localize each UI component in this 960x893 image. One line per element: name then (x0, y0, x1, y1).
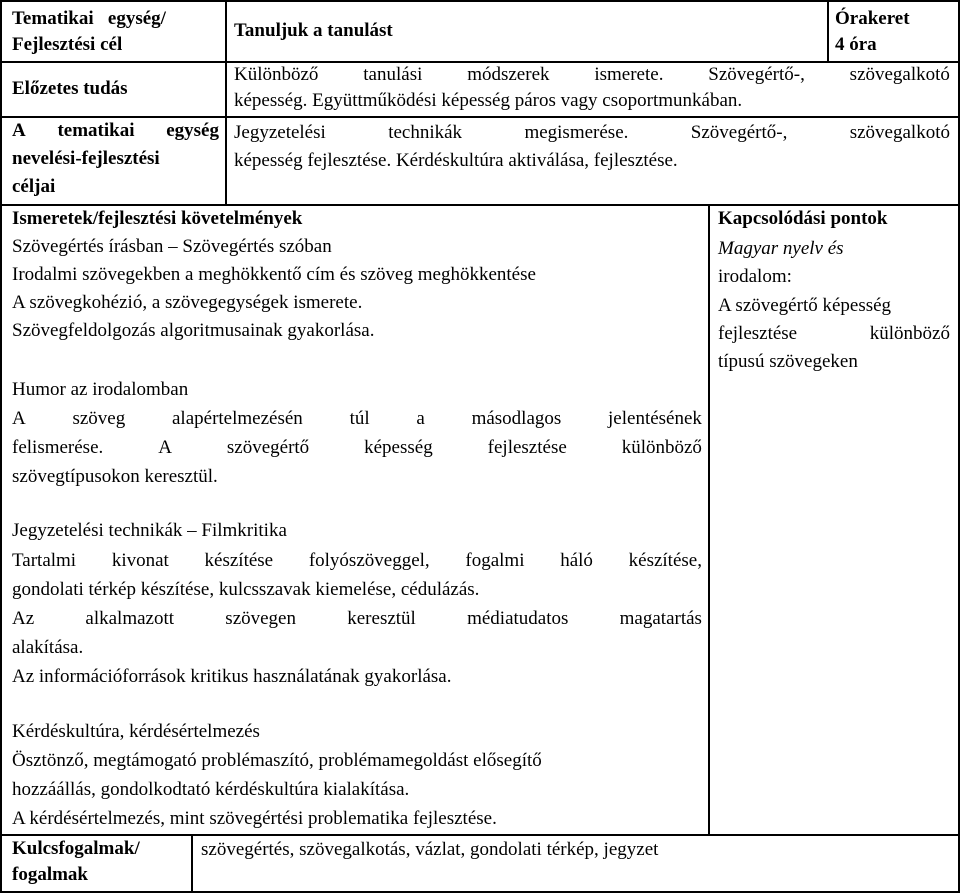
word: szövegértő (226, 437, 310, 458)
word: képesség (364, 437, 433, 458)
notes-line4: alakítása. (12, 637, 84, 658)
connections-heading: Kapcsolódási pontok (718, 208, 888, 229)
word: fejlesztése (718, 323, 798, 344)
word: alapértelmezésén (172, 408, 303, 429)
word: szöveg (72, 408, 126, 429)
notes-line5: Az információforrások kritikus használatának gyakorlása. (12, 666, 452, 687)
word: készítése, (628, 550, 702, 571)
word: szövegen (225, 608, 296, 629)
notes-line3 (12, 606, 702, 632)
questions-line2: hozzáállás, gondolkodtató kérdéskultúra kialakítása. (12, 779, 410, 800)
keywords-label-line2: fogalmak (12, 864, 88, 885)
word: fogalmi (465, 550, 525, 571)
prior-knowledge-line2: képesség. Együttműködési képesség páros vagy csoportmunkában. (234, 90, 743, 111)
hours-value: 4 óra (835, 34, 877, 55)
word: a (416, 408, 425, 429)
word: ismerete. (594, 64, 664, 85)
word: készítése (204, 550, 274, 571)
word: másodlagos (471, 408, 562, 429)
word: túl (349, 408, 370, 429)
word: különböző (869, 323, 950, 344)
prior-knowledge-line1 (234, 62, 950, 88)
unit-label (12, 6, 166, 58)
word: kivonat (111, 550, 169, 571)
col-divider (827, 0, 829, 62)
word: magatartás (619, 608, 702, 629)
word: Tartalmi (12, 550, 77, 571)
questions-line1: Ösztönző, megtámogató problémaszító, problémamegoldást elősegítő (12, 750, 542, 771)
word: Szövegértő-, (708, 64, 805, 85)
word: alkalmazott (85, 608, 175, 629)
questions-title: Kérdéskultúra, kérdésértelmezés (12, 721, 260, 742)
notes-line2: gondolati térkép készítése, kulcsszavak kiemelése, cédulázás. (12, 579, 480, 600)
humor-title: Humor az irodalomban (12, 379, 189, 400)
word: felismerése. (12, 437, 104, 458)
word: különböző (621, 437, 702, 458)
req-block1-line3: A szövegkohézió, a szövegegységek ismerete. (12, 292, 363, 313)
connections-line1: A szövegértő képesség (718, 295, 892, 316)
word: szövegalkotó (849, 64, 950, 85)
questions-line3: A kérdésértelmezés, mint szövegértési problematika fejlesztése. (12, 808, 497, 829)
word: A (158, 437, 172, 458)
word: Különböző (234, 64, 319, 85)
req-block1-line4: Szövegfeldolgozás algoritmusainak gyakorlása. (12, 320, 375, 341)
connections-subject-cont: irodalom: (718, 266, 792, 287)
word: háló (560, 550, 593, 571)
col-divider (708, 205, 710, 835)
col-divider (225, 0, 227, 205)
goals-line1 (234, 120, 950, 146)
word: egység (166, 120, 219, 141)
word: szövegalkotó (849, 122, 950, 143)
table-border-top (0, 0, 960, 2)
connections-line2 (718, 321, 950, 347)
goals-label-line1 (12, 118, 219, 144)
word: jelentésének (608, 408, 702, 429)
table-border-left (0, 0, 2, 893)
prior-knowledge-label: Előzetes tudás (12, 78, 128, 99)
notes-line1 (12, 548, 702, 574)
req-block1-line1: Szövegértés írásban – Szövegértés szóban (12, 236, 332, 257)
word: tematikai (57, 120, 135, 141)
humor-line1 (12, 406, 702, 432)
keywords-value: szövegértés, szövegalkotás, vázlat, gondolati térkép, jegyzet (201, 839, 659, 860)
connections-subject: Magyar nyelv és (718, 238, 844, 259)
notes-title: Jegyzetelési technikák – Filmkritika (12, 520, 287, 541)
goals-label-line2: nevelési-fejlesztési (12, 148, 160, 169)
word: A (12, 408, 26, 429)
word: médiatudatos (467, 608, 569, 629)
word: keresztül (347, 608, 416, 629)
keywords-label (12, 836, 140, 888)
word: fejlesztése (487, 437, 567, 458)
unit-label-line1: Tematikai egység/ (12, 8, 166, 29)
requirements-heading: Ismeretek/fejlesztési követelmények (12, 208, 303, 229)
word: megismerése. (524, 122, 629, 143)
keywords-label-line1: Kulcsfogalmak/ (12, 838, 140, 859)
col-divider (191, 835, 193, 892)
word: folyószöveggel, (308, 550, 430, 571)
word: Jegyzetelési (234, 122, 326, 143)
req-block1-line2: Irodalmi szövegekben a meghökkentő cím és szöveg meghökkentése (12, 264, 536, 285)
word: Szövegértő-, (690, 122, 788, 143)
unit-title: Tanuljuk a tanulást (234, 20, 393, 41)
word: Az (12, 608, 35, 629)
word: A (12, 120, 26, 141)
word: technikák (388, 122, 463, 143)
humor-line2 (12, 435, 702, 461)
connections-line3: típusú szövegeken (718, 351, 858, 372)
word: tanulási (363, 64, 423, 85)
goals-line2: képesség fejlesztése. Kérdéskultúra aktiválása, fejlesztése. (234, 150, 678, 171)
goals-label-line3: céljai (12, 176, 56, 197)
humor-line3: szövegtípusokon keresztül. (12, 466, 218, 487)
row-divider (0, 834, 960, 836)
hours-label: Órakeret (835, 8, 910, 29)
word: módszerek (467, 64, 550, 85)
unit-label-line2: Fejlesztési cél (12, 34, 123, 55)
